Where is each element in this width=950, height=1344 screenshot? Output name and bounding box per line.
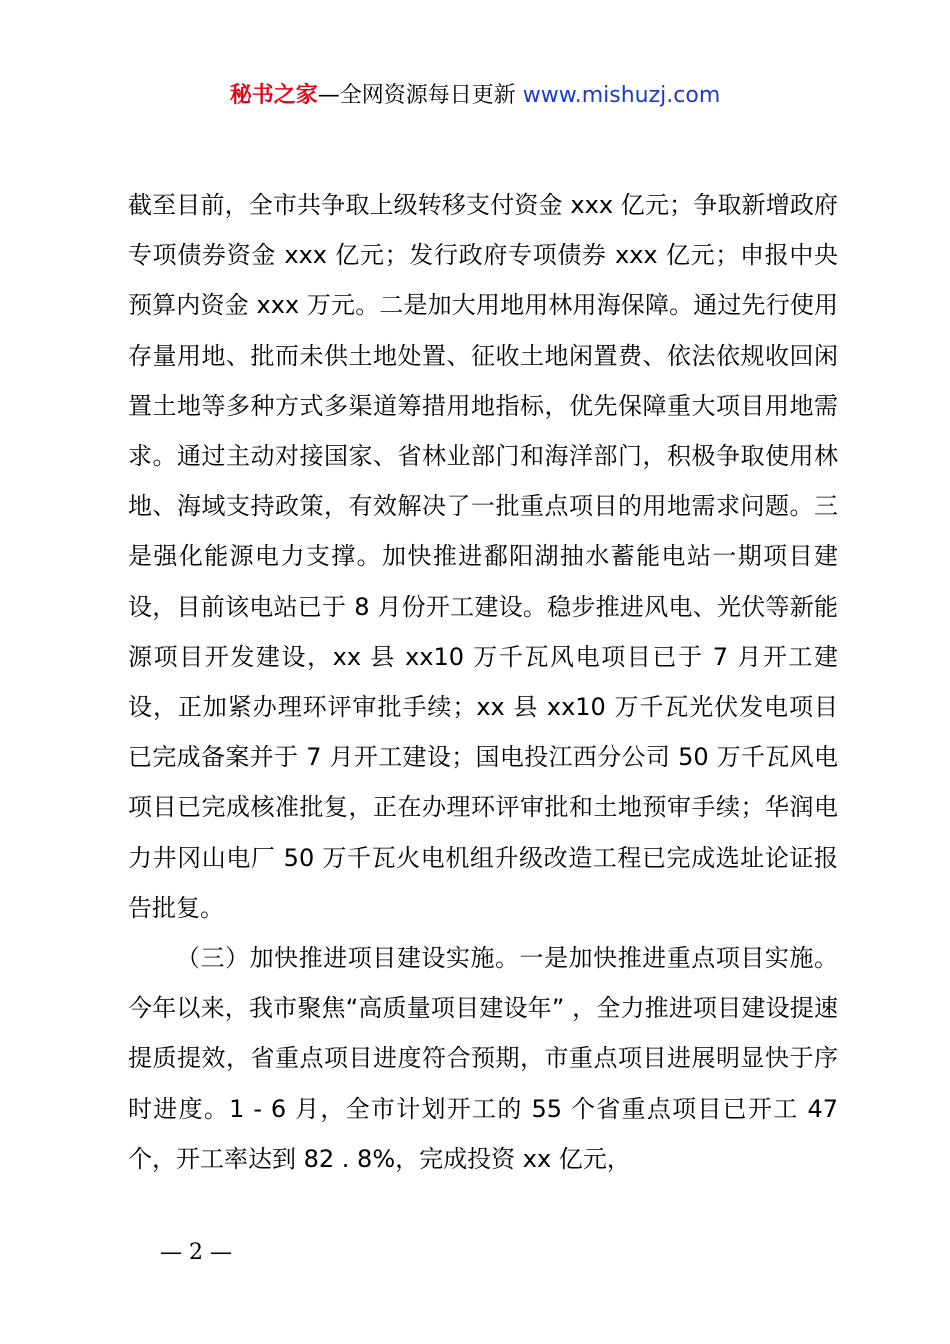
paragraph-continuation: 截至目前，全市共争取上级转移支付资金 xxx 亿元；争取新增政府专项债券资金 xxx 亿元；发行政府专项债券 xxx 亿元；申报中央预算内资金 xxx 万元。二是加大用地用林用海保障。通过先行使用存量用地、批而未供土地处置、征收土地闲置费、依法依规收回闲置土地等多种方式多渠道筹措用地指标，优先保障重大项目用地需求。通过主动对接国家、省林业部门和海洋部门，积极争取使用林地、海域支持政策，有效解决了一批重点项目的用地需求问题。三是强化能源电力支撑。加快推进鄱阳湖抽水蓄能电站一期项目建设，目前该电站已于 8 月份开工建设。稳步推进风电、光伏等新能源项目开发建设，xx 县 xx10 万千瓦风电项目已于 7 月开工建设，正加紧办理环评审批手续；xx 县 xx10 万千瓦光伏发电项目已完成备案并于 7 月开工建设；国电投江西分公司 50 万千瓦风电项目已完成核准批复，正在办理环评审批和土地预审手续；华润电力井冈山电厂 50 万千瓦火电机组升级改造工程已完成选址论证报告批复。: [128, 191, 838, 922]
paragraph-section-three: （三）加快推进项目建设实施。一是加快推进重点项目实施。今年以来，我市聚焦“高质量项目建设年” ，全力推进项目建设提速提质提效，省重点项目进度符合预期，市重点项目进展明显快于序时进度。1 - 6 月，全市计划开工的 55 个省重点项目已开工 47 个，开工率达到 82 . 8%，完成投资 xx 亿元，: [128, 944, 838, 1173]
site-brand: 秘书之家: [229, 83, 318, 108]
page-header: [0, 80, 950, 112]
site-tagline: —全网资源每日更新: [317, 83, 523, 108]
document-body: [128, 180, 838, 1184]
page-number: — 2 —: [160, 1240, 232, 1265]
site-url-link[interactable]: www.mishuzj.com: [522, 83, 721, 108]
